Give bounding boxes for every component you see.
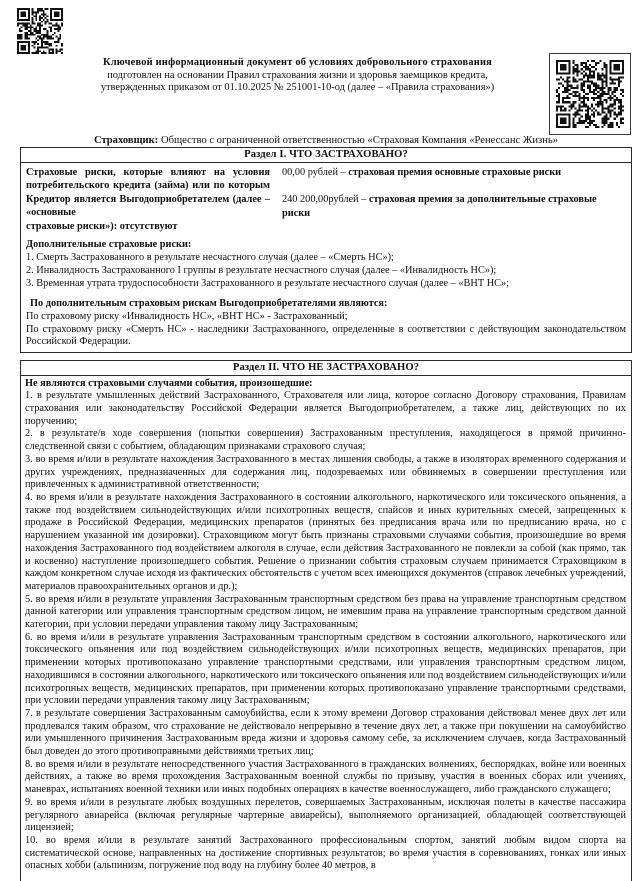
exclusion-clause: 1. в результате умышленных действий Застрахованного, Страхователя или лица, которое согласно Договору страхования, Правилам страхования или законодательству Российской Федерации является Выгодоприобретателем, а также лиц, действующих по их поручению; — [25, 390, 626, 427]
exclusion-clause: 9. во время и/или в результате любых воздушных перелетов, совершаемых Застрахованным, исключая полеты в качестве пассажира регулярного авиарейса (включая регулярные чартерные авиарейсы), выполняемого организацией, обладающей соответствующей лицензией; — [25, 796, 626, 834]
document-subtitle-line-1: подготовлен на основании Правил страхования жизни и здоровья заемщиков кредита, — [107, 69, 488, 81]
section-one-header: Раздел I. ЧТО ЗАСТРАХОВАНО? — [21, 148, 631, 163]
exclusions-intro: Не являются страховыми случаями события, произошедшие: — [25, 378, 313, 389]
list-item: 1. Смерть Застрахованного в результате несчастного случая (далее – «Смерть НС»); — [26, 251, 394, 263]
exclusion-clause: 2. в результате/в ходе совершения (попытки совершения) Застрахованным преступления, находящегося в прямой причинно-следственной связи с событием, обладающим признаками страхового случая; — [25, 428, 626, 453]
list-item: 2. Инвалидность Застрахованного I группы в результате несчастного случая (далее – «Инвалидность НС»); — [26, 264, 497, 276]
section-one-what-is-insured — [20, 147, 632, 353]
exclusion-clause: 6. во время и/или в результате управления Застрахованным транспортным средством в состоянии алкогольного, наркотического или токсического опьянения или под воздействием сильнодействующих и/или психотропных веществ, медицинских препаратов, при применении которых противопоказано управление транспортными средствами, или управления транспортным средством лицом, находившимся в состоянии алкогольного, наркотического или токсического опьянения или под воздействием сильнодействующих и/или психотропных веществ, медицинских препаратов, при применении которых противопоказано управление транспортными средствами, при условии передачи управления такому лицу Застрахованным; — [25, 631, 626, 707]
document-subtitle-line-2: утвержденных приказом от 01.10.2025 № 251001-10-од (далее – «Правила страхования») — [100, 82, 495, 94]
list-item: По страховому риску «Смерть НС» - наследники Застрахованного, определенные в соответствии с действующим законодательством Российской Федерации. — [26, 323, 626, 348]
additional-risks-header: Дополнительные страховые риски: — [26, 238, 192, 250]
qr-code-right-image — [556, 60, 624, 128]
qr-code-top-left — [17, 8, 63, 54]
premium-separator: – — [358, 194, 369, 206]
exclusion-clause: 10. во время и/или в результате занятий Застрахованного профессиональным спортом, занятий любым видом спорта на систематической основе, направленных на достижение спортивных результатов; во время участия в соревнованиях, гонках или иных опасных хобби (альпинизм, погружение под воду на глубину более 40 метров, в — [25, 834, 626, 872]
exclusion-clause: 5. во время и/или в результате управления Застрахованным транспортным средством без права на управление транспортным средством данной категории или управления транспортным средством лицом, не имевшим права на управление транспортным средством данной категории, при условии передачи управления такому лицу Застрахованным; — [25, 593, 626, 631]
premium-amount: 00,00 рублей — [282, 167, 338, 178]
exclusion-clause: 7. в результате совершения Застрахованным самоубийства, если к этому времени Договор страхования действовал менее двух лет или продлевался таким образом, что страхование не действовало непрерывно в течение двух лет, а также при покушении на самоубийство или умышленного причинения Застрахованным вреда жизни и здоровья самому себе, за исключением случаев, когда Застрахованный был доведен до этого противоправными действиями третьих лиц; — [25, 707, 626, 758]
premium-separator: – — [337, 167, 349, 178]
list-item: 3. Временная утрата трудоспособности Застрахованного в результате несчастного случая (далее – «ВНТ НС»; — [26, 277, 510, 289]
section-two-body — [21, 376, 631, 873]
block-spacer — [26, 291, 626, 298]
document-title-block — [50, 57, 545, 95]
exclusion-clause: 8. во время и/или в результате непосредственного участия Застрахованного в гражданских волнениях, беспорядках, войне или военных действиях, а также во время прохождения Застрахованным военной службы по призыву, участия в военных сборах или учениях, маневрах, испытаниях военной техники или иных подобных операциях в качестве военнослужащего, либо гражданского служащего; — [25, 758, 626, 796]
page-title: Ключевой информационный документ об условиях добровольного страхования — [103, 57, 492, 68]
exclusion-clause: 3. во время и/или в результате нахождения Застрахованного в местах лишения свободы, а также в изоляторах временного содержания и других учреждениях, предназначенных для содержания лиц, подозреваемых или обвиняемых в совершении преступления или привлеченных к административной ответственности; — [25, 453, 626, 491]
main-risks-value-cell — [270, 166, 627, 220]
insurer-name: Общество с ограниченной ответственностью «Страховая Компания «Ренессанс Жизнь» — [160, 135, 559, 146]
section-two-what-is-not-insured — [20, 360, 632, 881]
premium-description: страховая премия основные страховые риски — [348, 167, 562, 178]
main-risks-label-tail: страховые риски»): отсутствуют — [26, 220, 178, 232]
main-risks-table — [21, 163, 631, 233]
additional-risks-block — [21, 239, 631, 349]
beneficiaries-header: По дополнительным страховым рискам Выгодоприобретателями являются: — [30, 297, 388, 309]
insurer-line — [20, 135, 632, 146]
premium-amount: 240 200,00рублей — [282, 194, 359, 206]
insurer-label: Страховщик: — [93, 135, 159, 146]
main-risks-label-text: Страховые риски, которые влияют на условия потребительского кредита (займа) или по которым Кредитор является Выгодоприобретателем (далее – «основные — [26, 167, 270, 219]
qr-code-right — [549, 53, 631, 135]
exclusion-clause: 4. во время и/или в результате нахождения Застрахованного в состоянии алкогольного, наркотического или токсического опьянения, а также под воздействием сильнодействующих и/или психотропных веществ, спайсов и иных курительных смесей, запрещенных к продаже в Российской Федерации, медицинских препаратов (принятых без предписания врача или по предписанию врача, но с нарушением указанной им дозировки). Страховщиком могут быть признаны страховыми случаями события, произошедшие во время нахождения Застрахованного под воздействием алкоголя в случае, если действия Застрахованного не повлекли за собой (как прямо, так и косвенно) наступление произошедшего события. Решение о признании события страховым случаем принимается Страховщиком в каждом конкретном случае исходя из фактических обстоятельств с учетом всех имеющихся документов (справок лечебных учреждений, материалов правоохранительных органов и др.); — [25, 492, 626, 592]
premium-description: страховая премия за дополнительные страховые риски — [282, 194, 597, 219]
premium-row — [282, 166, 627, 179]
premium-row — [282, 193, 627, 220]
main-risks-label-cell — [26, 166, 270, 233]
list-item: По страховому риску «Инвалидность НС», «ВНТ НС» - Застрахованный; — [26, 310, 348, 322]
section-two-header: Раздел II. ЧТО НЕ ЗАСТРАХОВАНО? — [21, 361, 631, 376]
